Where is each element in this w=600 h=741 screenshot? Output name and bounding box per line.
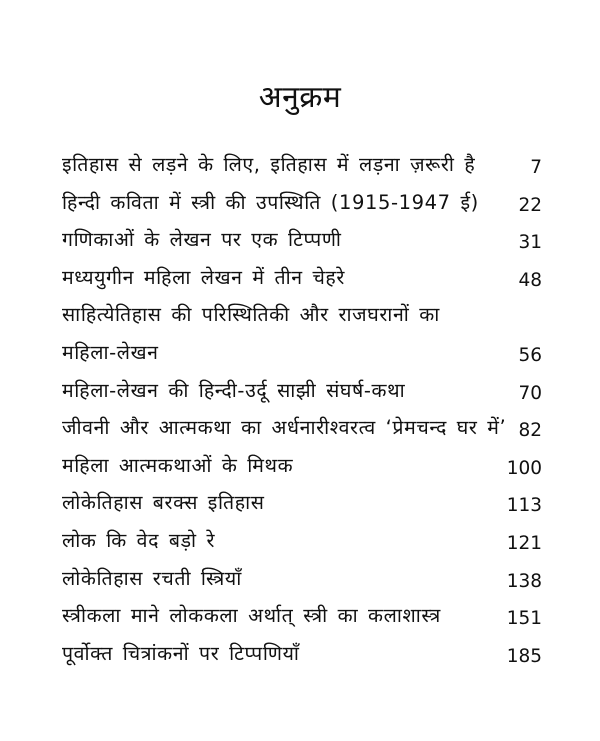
toc-entry-page: 31 <box>518 232 542 254</box>
toc-entry-page: 185 <box>506 645 542 667</box>
toc-entry-page: 151 <box>506 608 542 630</box>
toc-entry-page: 22 <box>518 194 542 216</box>
toc-entry <box>62 259 542 297</box>
toc-entry <box>62 597 542 635</box>
toc-entry-page: 121 <box>506 532 542 554</box>
toc-entry-title: मध्ययुगीन महिला लेखन में तीन चेहरे <box>62 265 345 289</box>
toc-entry <box>62 296 542 334</box>
toc-entry-title: लोकेतिहास रचती स्त्रियाँ <box>62 566 242 590</box>
toc-entry <box>62 184 542 222</box>
toc-entry <box>62 447 542 485</box>
toc-entry-title: इतिहास से लड़ने के लिए, इतिहास में लड़ना ज़रूरी है <box>62 153 476 176</box>
toc-entry <box>62 372 542 410</box>
toc-entry-title: महिला आत्मकथाओं के मिथक <box>62 453 294 477</box>
toc-entry-title: महिला-लेखन की हिन्दी-उर्दू साझी संघर्ष-कथा <box>62 378 406 402</box>
toc-entry <box>62 522 542 560</box>
toc-entry-title: महिला-लेखन <box>62 340 159 364</box>
toc-entry <box>62 409 542 447</box>
toc-entry-page: 82 <box>518 420 542 442</box>
toc-entry <box>62 334 542 372</box>
toc-entry-title: हिन्दी कविता में स्त्री की उपस्थिति (1915-1947 ई) <box>62 190 479 214</box>
toc-entry-title: लोक कि वेद बड़ो रे <box>62 528 216 552</box>
toc-entry <box>62 221 542 259</box>
toc-entry <box>62 560 542 598</box>
toc-entry-page: 7 <box>530 157 542 178</box>
toc-entry-page: 70 <box>518 382 542 404</box>
toc-entry-title: लोकेतिहास बरक्स इतिहास <box>62 491 265 515</box>
toc-entry <box>62 484 542 522</box>
table-of-contents <box>62 146 542 672</box>
toc-entry-title: पूर्वोक्त चित्रांकनों पर टिप्पणियाँ <box>62 641 300 665</box>
toc-entry-title: जीवनी और आत्मकथा का अर्धनारीश्वरत्व ‘प्रेमचन्द घर में’ <box>62 416 507 440</box>
toc-entry-page: 138 <box>506 570 542 592</box>
toc-entry <box>62 635 542 673</box>
toc-entry-title: गणिकाओं के लेखन पर एक टिप्पणी <box>62 228 342 252</box>
toc-entry-page: 56 <box>518 344 542 366</box>
toc-entry-page: 100 <box>506 457 542 479</box>
toc-entry <box>62 146 542 184</box>
toc-entry-page: 48 <box>518 269 542 291</box>
toc-entry-page: 113 <box>506 495 542 517</box>
toc-entry-title: साहित्येतिहास की परिस्थितिकी और राजघरानों का <box>62 303 440 327</box>
page-title: अनुक्रम <box>258 80 342 115</box>
toc-entry-title: स्त्रीकला माने लोककला अर्थात् स्त्री का कलाशास्त्र <box>62 604 441 628</box>
